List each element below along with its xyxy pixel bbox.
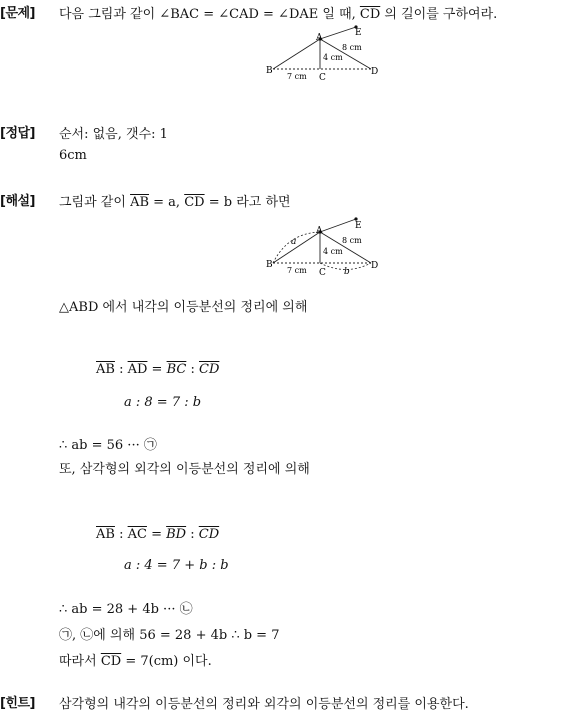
equation-1: a : 8 = 7 : b xyxy=(124,395,202,410)
answer-value: 6cm xyxy=(59,148,87,163)
problem-statement: 다음 그림과 같이 ∠BAC = ∠CAD = ∠DAE 일 때, $\overline{CD}$ 의 길이를 구하여라. xyxy=(59,7,498,22)
svg-text:E: E xyxy=(355,28,362,38)
solution-figure xyxy=(262,213,386,279)
svg-text:A: A xyxy=(316,33,323,43)
svg-text:4 cm: 4 cm xyxy=(323,53,343,62)
combine-equations: ㉠, ㉡에 의해 56 = 28 + 4b ∴ b = 7 xyxy=(59,628,280,643)
svg-text:7 cm: 7 cm xyxy=(287,266,307,275)
svg-text:D: D xyxy=(371,261,379,271)
problem-figure xyxy=(262,22,386,84)
svg-text:a: a xyxy=(291,237,297,247)
svg-text:8 cm: 8 cm xyxy=(342,236,362,245)
answer-meta: 순서: 없음, 갯수: 1 xyxy=(59,127,168,142)
hint-tag: [힌트] xyxy=(0,696,35,711)
ratio-equation-1: $\overline{AB}$ : $\overline{AD} = \overline{BC}$ : $\overline{CD}$ xyxy=(96,362,220,377)
svg-text:4 cm: 4 cm xyxy=(323,247,343,256)
result-2: ∴ ab = 28 + 4b ··· ㉡ xyxy=(59,602,193,617)
equation-2: a : 4 = 7 + b : b xyxy=(124,558,229,573)
svg-text:C: C xyxy=(319,268,326,278)
problem-tag: [문제] xyxy=(0,6,35,21)
answer-tag: [정답] xyxy=(0,126,35,141)
hint-text: 삼각형의 내각의 이등분선의 정리와 외각의 이등분선의 정리를 이용한다. xyxy=(59,697,469,712)
result-1: ∴ ab = 56 ··· ㉠ xyxy=(59,438,157,453)
inner-bisector-statement: △ABD 에서 내각의 이등분선의 정리에 의해 xyxy=(59,300,308,315)
final-answer: 따라서 $\overline{CD} = 7(cm)$ 이다. xyxy=(59,654,212,669)
svg-text:8 cm: 8 cm xyxy=(342,43,362,52)
svg-text:C: C xyxy=(319,73,326,83)
svg-text:D: D xyxy=(371,67,379,77)
ratio-equation-2: $\overline{AB}$ : $\overline{AC} = \overline{BD}$ : $\overline{CD}$ xyxy=(96,527,220,542)
outer-bisector-statement: 또, 삼각형의 외각의 이등분선의 정리에 의해 xyxy=(59,462,310,477)
solution-intro: 그림과 같이 $\overline{AB} = a$, $\overline{CD} = b$ 라고 하면 xyxy=(59,195,291,210)
svg-text:7 cm: 7 cm xyxy=(287,72,307,81)
svg-text:b: b xyxy=(344,267,350,277)
solution-tag: [해설] xyxy=(0,194,35,209)
svg-text:A: A xyxy=(316,226,323,236)
svg-text:E: E xyxy=(355,221,362,231)
svg-text:B: B xyxy=(266,260,273,270)
svg-text:B: B xyxy=(266,66,273,76)
